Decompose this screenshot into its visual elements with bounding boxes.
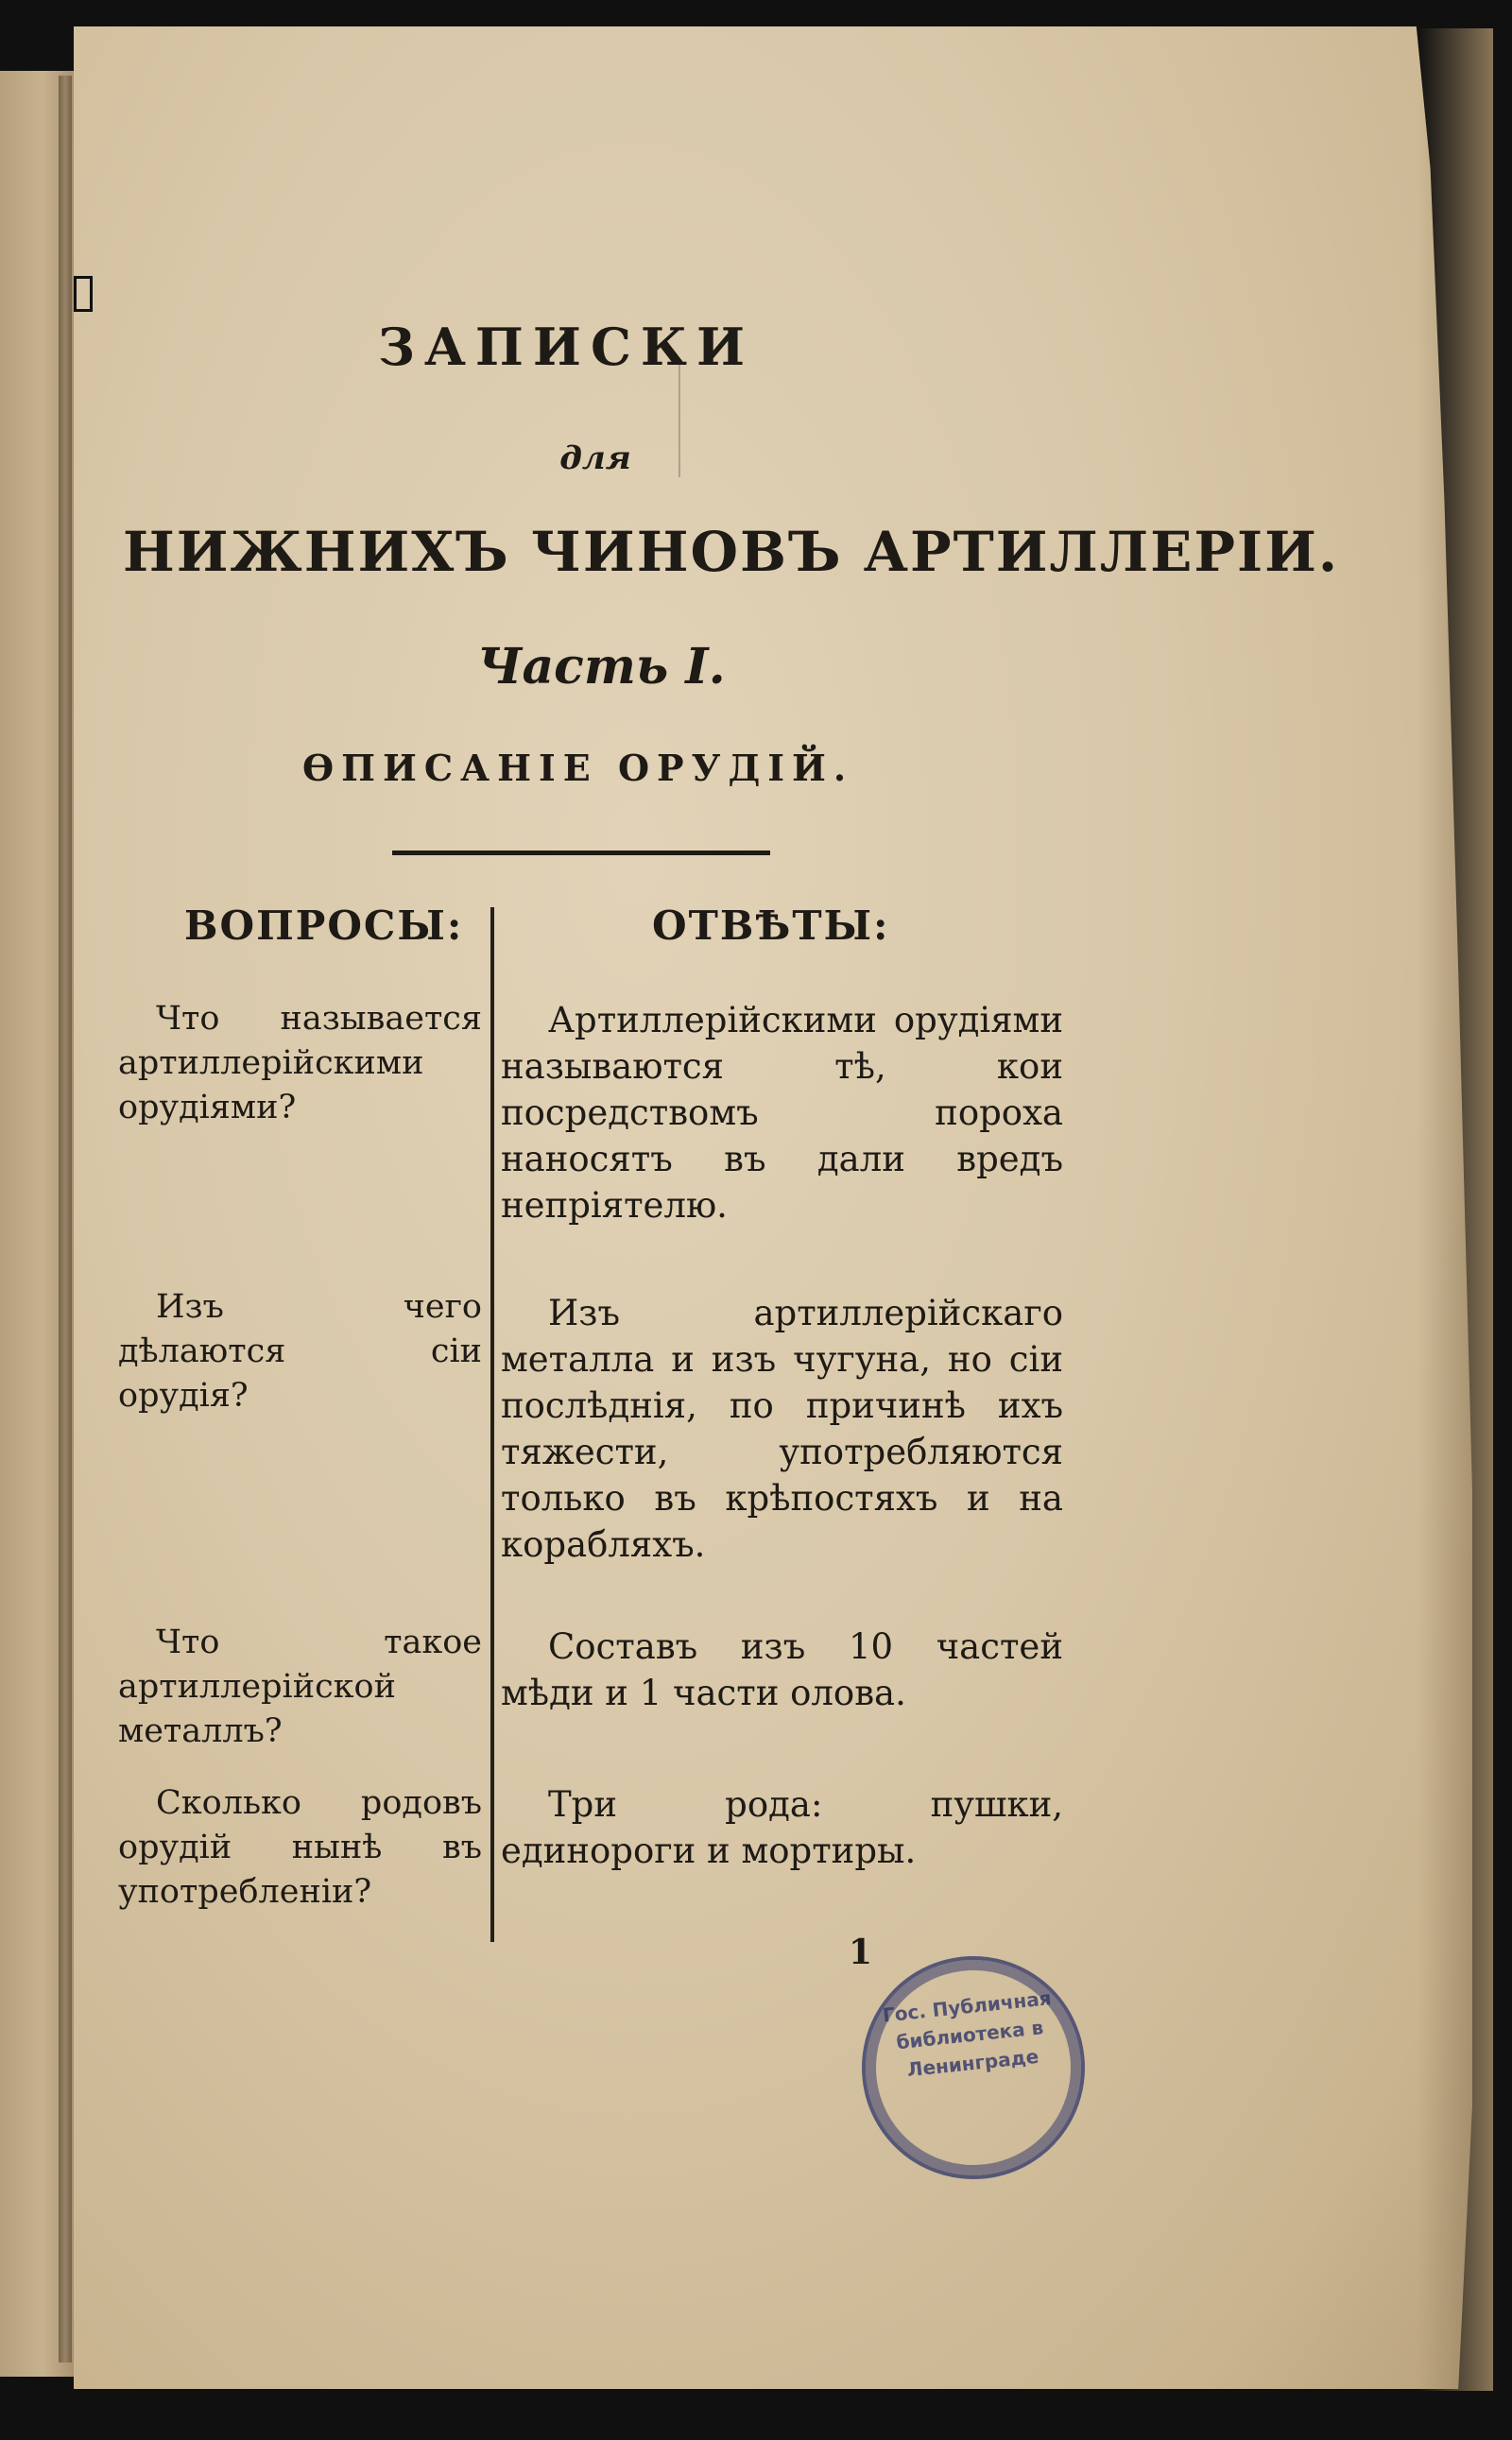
answer-1: Артиллерійскими орудіями называются тѣ, кои посредствомъ пороха наносятъ въ дали вредъ непріятелю. — [501, 1000, 1063, 1226]
question-4: Сколько родовъ орудій нынѣ въ употребленіи? — [118, 1784, 482, 1911]
answer-3: Составъ изъ 10 частей мѣди и 1 части олова. — [501, 1626, 1063, 1713]
title-connector: для — [559, 439, 631, 477]
page-number: 1 — [849, 1933, 873, 1972]
document-title: ЗАПИСКИ — [378, 317, 755, 377]
question-1: Что называется артиллерійскими орудіями? — [118, 1000, 482, 1126]
heading-divider — [392, 851, 770, 855]
document-subtitle: НИЖНИХЪ ЧИНОВЪ АРТИЛЛЕРІИ. — [123, 520, 1340, 584]
question-3: Что такое артиллерійской металлъ? — [118, 1624, 482, 1750]
answers-column-header: ОТВѢТЫ: — [652, 902, 890, 949]
answer-4: Три рода: пушки, единороги и мортиры. — [501, 1784, 1063, 1871]
binding-gutter — [59, 76, 72, 2363]
paper-fold-line — [679, 364, 680, 477]
library-stamp-text: Гос. Публичная библиотека в Ленинграде — [881, 1986, 1053, 2082]
page-marker — [74, 276, 93, 312]
answer-2: Изъ артиллерійскаго металла и изъ чугуна, но сіи послѣднія, по причинѣ ихъ тяжести, употребляются только въ крѣпостяхъ и на корабляхъ. — [501, 1293, 1063, 1565]
page-right-edge — [1418, 28, 1493, 2391]
questions-column-header: ВОПРОСЫ: — [184, 902, 464, 949]
section-heading: ѲПИСАНІЕ ОРУДІЙ. — [302, 747, 854, 789]
part-heading: Часть I. — [477, 638, 726, 696]
question-2: Изъ чего дѣлаются сіи орудія? — [118, 1288, 482, 1415]
column-divider — [490, 907, 494, 1942]
